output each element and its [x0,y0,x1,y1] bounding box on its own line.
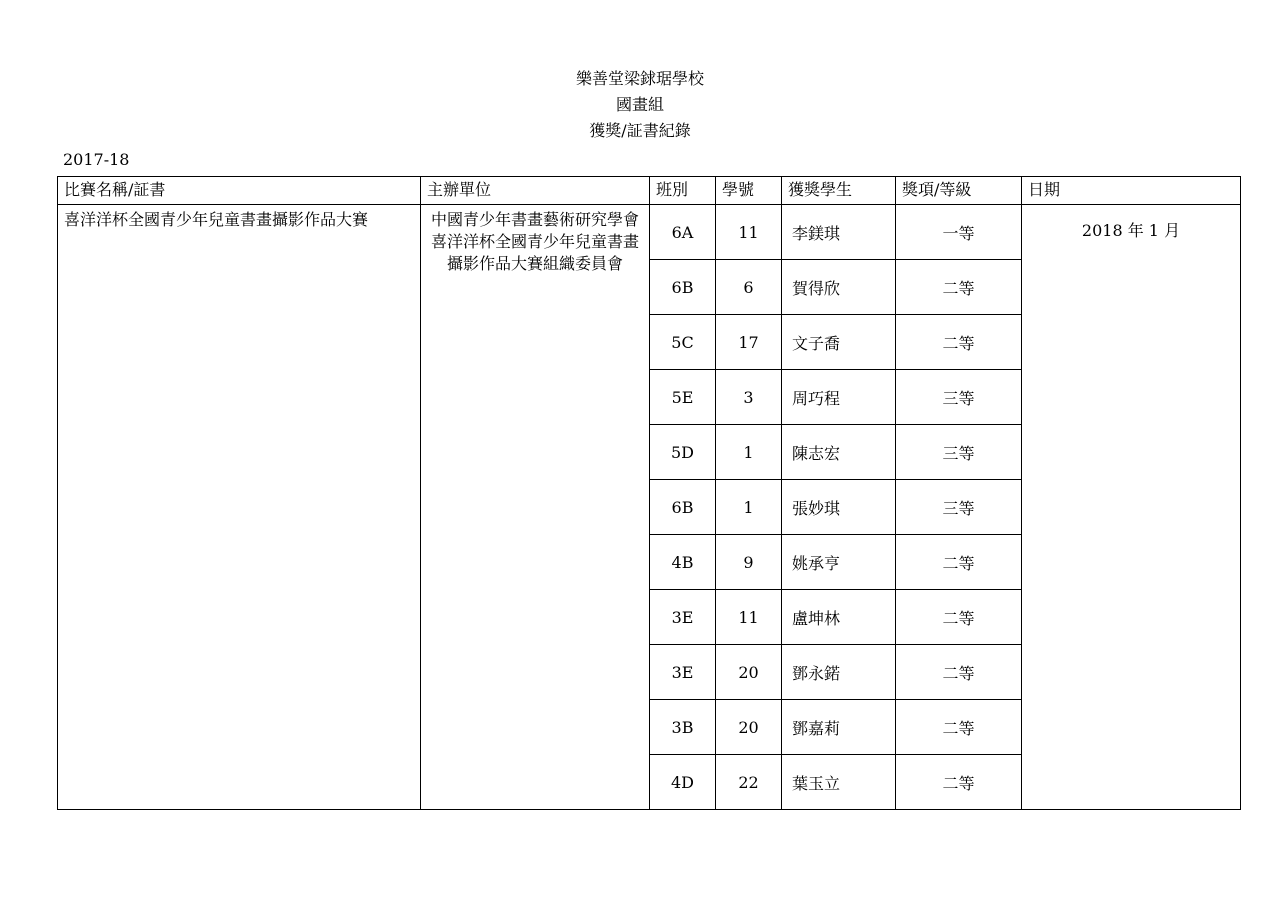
class-cell: 4D [650,755,716,810]
class-cell: 5E [650,370,716,425]
student-name-cell: 張妙琪 [782,480,896,535]
student-name-cell: 鄧永鍩 [782,645,896,700]
student-name-cell: 鄧嘉莉 [782,700,896,755]
class-cell: 6B [650,480,716,535]
prize-cell: 三等 [896,425,1022,480]
column-header-prize: 獎項/等級 [896,177,1022,205]
student-number-cell: 3 [716,370,782,425]
table-row [58,205,1241,260]
prize-cell: 二等 [896,535,1022,590]
class-cell: 3B [650,700,716,755]
column-header-student-number: 學號 [716,177,782,205]
record-title: 獲獎/証書紀錄 [589,121,691,140]
prize-cell: 二等 [896,755,1022,810]
student-number-cell: 20 [716,700,782,755]
award-date: 2018 年 1 月 [1022,205,1241,810]
student-number-cell: 11 [716,590,782,645]
competition-name: 喜洋洋杯全國青少年兒童書畫攝影作品大賽 [58,205,421,810]
class-cell: 6A [650,205,716,260]
organizer-name: 喜洋洋杯全國青少年兒童書畫攝影作品大賽組織委員會 [430,232,639,273]
organizer-cell [421,205,650,810]
table-header-row [58,177,1241,205]
class-cell: 5D [650,425,716,480]
school-name: 樂善堂梁銶琚學校 [575,69,704,88]
student-number-cell: 11 [716,205,782,260]
awards-table [57,176,1241,810]
student-name-cell: 姚承亨 [782,535,896,590]
prize-cell: 三等 [896,480,1022,535]
prize-cell: 二等 [896,700,1022,755]
student-name-cell: 陳志宏 [782,425,896,480]
student-number-cell: 6 [716,260,782,315]
student-number-cell: 9 [716,535,782,590]
student-number-cell: 1 [716,425,782,480]
column-header-competition: 比賽名稱/証書 [58,177,421,205]
prize-cell: 二等 [896,260,1022,315]
prize-cell: 二等 [896,590,1022,645]
department-name: 國畫組 [615,95,664,114]
student-name-cell: 賀得欣 [782,260,896,315]
student-name-cell: 盧坤林 [782,590,896,645]
prize-cell: 一等 [896,205,1022,260]
student-name-cell: 李鎂琪 [782,205,896,260]
class-cell: 3E [650,645,716,700]
class-cell: 3E [650,590,716,645]
student-number-cell: 1 [716,480,782,535]
student-name-cell: 葉玉立 [782,755,896,810]
academic-year: 2017-18 [63,150,130,169]
class-cell: 5C [650,315,716,370]
column-header-organizer: 主辦單位 [421,177,650,205]
student-number-cell: 20 [716,645,782,700]
prize-cell: 三等 [896,370,1022,425]
student-name-cell: 周巧程 [782,370,896,425]
organizer-name: 中國青少年書畫藝術研究學會 [430,210,639,229]
column-header-date: 日期 [1022,177,1241,205]
prize-cell: 二等 [896,315,1022,370]
student-name-cell: 文子喬 [782,315,896,370]
prize-cell: 二等 [896,645,1022,700]
column-header-student: 獲獎學生 [782,177,896,205]
column-header-class: 班別 [650,177,716,205]
student-number-cell: 22 [716,755,782,810]
class-cell: 6B [650,260,716,315]
document-header [0,66,1280,144]
student-number-cell: 17 [716,315,782,370]
class-cell: 4B [650,535,716,590]
